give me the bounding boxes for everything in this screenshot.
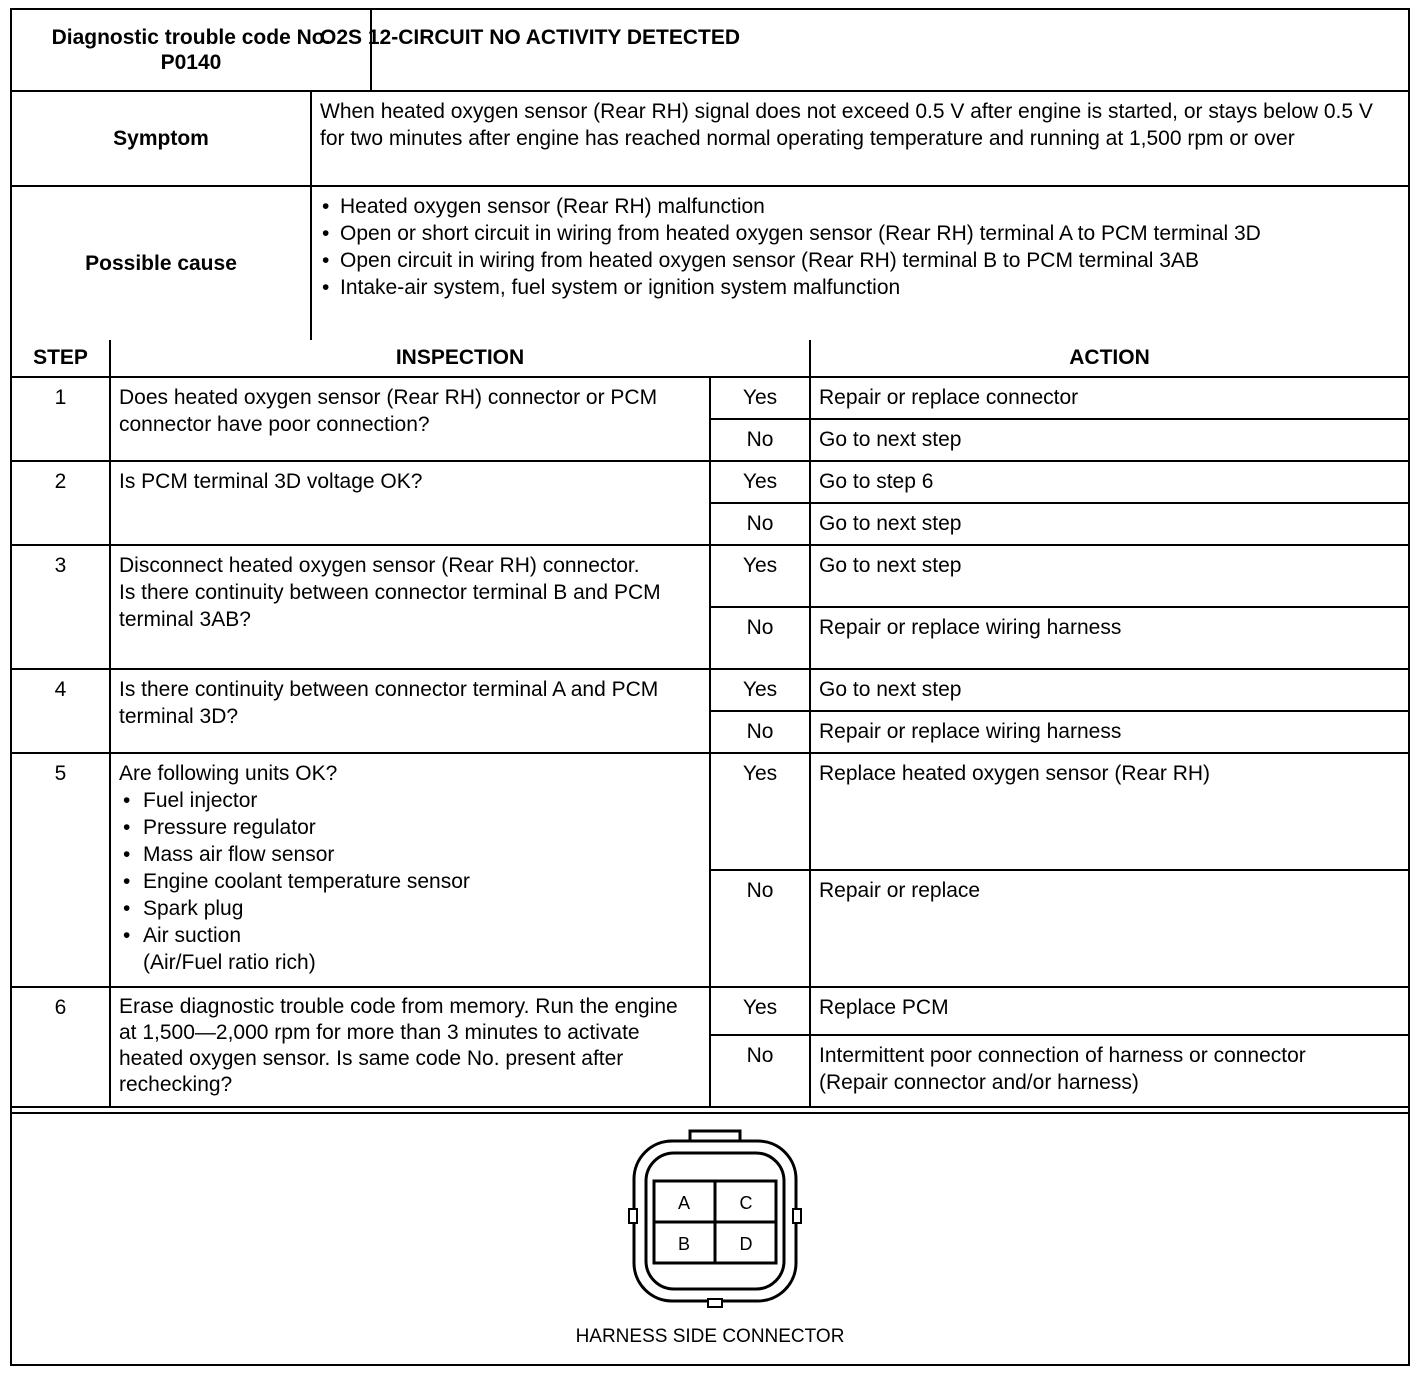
no-label: No — [710, 607, 810, 669]
no-label: No — [710, 870, 810, 987]
unit-item: • Mass air flow sensor — [119, 841, 701, 868]
no-label: No — [710, 419, 810, 461]
step-inspection — [110, 545, 710, 669]
table-row — [12, 753, 1408, 870]
yes-action: Go to next step — [810, 669, 1408, 711]
step-inspection: Is there continuity between connector terminal A and PCM terminal 3D? — [110, 669, 710, 753]
yes-action: Go to step 6 — [810, 461, 1408, 503]
figure-caption: HARNESS SIDE CONNECTOR — [575, 1326, 845, 1347]
step-number: 5 — [12, 753, 110, 987]
step-inspection: Erase diagnostic trouble code from memory. Run the engine at 1,500—2,000 rpm for more than 3 minutes to activate heated oxygen sensor. Is same code No. present after rechecking? — [110, 987, 710, 1107]
inspection-intro: Are following units OK? — [119, 762, 338, 785]
no-action: Repair or replace wiring harness — [810, 711, 1408, 753]
unit-item: • Fuel injector — [119, 787, 701, 814]
table-row — [12, 461, 1408, 503]
terminal-a-label: A — [677, 1193, 691, 1213]
symptom-row — [12, 92, 1408, 187]
dtc-row — [12, 10, 1408, 92]
no-action: Go to next step — [810, 419, 1408, 461]
step-inspection — [110, 753, 710, 987]
inspection-line: Disconnect heated oxygen sensor (Rear RH) connector. — [119, 554, 640, 577]
table-header-row — [12, 340, 1408, 377]
dtc-sheet — [10, 8, 1410, 1366]
step-inspection: Does heated oxygen sensor (Rear RH) connector or PCM connector have poor connection? — [110, 377, 710, 461]
terminal-d-label: D — [739, 1234, 753, 1254]
units-note: (Air/Fuel ratio rich) — [143, 951, 316, 974]
no-action-line: (Repair connector and/or harness) — [819, 1071, 1139, 1094]
yes-label: Yes — [710, 377, 810, 419]
no-label: No — [710, 711, 810, 753]
cause-item: • Open or short circuit in wiring from heated oxygen sensor (Rear RH) terminal A to PCM terminal 3D — [316, 220, 1394, 247]
no-label: No — [710, 503, 810, 545]
table-row — [12, 377, 1408, 419]
steps-table — [12, 340, 1408, 1108]
table-row — [12, 987, 1408, 1035]
possible-cause-list — [316, 193, 1394, 301]
connector-figure — [12, 1112, 1408, 1368]
terminal-c-label: C — [739, 1193, 753, 1213]
terminal-b-label: B — [677, 1234, 691, 1254]
inspection-header: INSPECTION — [110, 340, 810, 377]
step-number: 4 — [12, 669, 110, 753]
step-number: 1 — [12, 377, 110, 461]
inspection-line: Is there continuity between connector terminal B and PCM terminal 3AB? — [119, 581, 661, 631]
connector-side-tab-left — [629, 1209, 637, 1223]
yes-label: Yes — [710, 545, 810, 607]
possible-cause-label: Possible cause — [12, 187, 312, 340]
possible-cause-list-wrap — [316, 193, 1394, 301]
yes-label: Yes — [710, 987, 810, 1035]
yes-action: Replace heated oxygen sensor (Rear RH) — [810, 753, 1408, 870]
step-header: STEP — [12, 340, 110, 377]
unit-item: • Air suction — [119, 922, 701, 949]
symptom-label: Symptom — [12, 92, 312, 185]
yes-action: Go to next step — [810, 545, 1408, 607]
possible-cause-row — [12, 187, 1408, 340]
yes-label: Yes — [710, 753, 810, 870]
yes-action: Replace PCM — [810, 987, 1408, 1035]
connector-bottom-tab — [708, 1299, 722, 1307]
yes-label: Yes — [710, 669, 810, 711]
yes-action: Repair or replace connector — [810, 377, 1408, 419]
units-list — [119, 787, 701, 949]
cause-item: • Intake-air system, fuel system or ignition system malfunction — [316, 274, 1394, 301]
table-row — [12, 545, 1408, 607]
table-row — [12, 669, 1408, 711]
step-number: 3 — [12, 545, 110, 669]
step-number: 2 — [12, 461, 110, 545]
unit-item: • Pressure regulator — [119, 814, 701, 841]
yes-label: Yes — [710, 461, 810, 503]
step-inspection: Is PCM terminal 3D voltage OK? — [110, 461, 710, 545]
dtc-label: Diagnostic trouble code No. P0140 — [12, 10, 372, 90]
unit-item: • Spark plug — [119, 895, 701, 922]
no-label: No — [710, 1035, 810, 1107]
dtc-title: O2S 12-CIRCUIT NO ACTIVITY DETECTED — [320, 26, 741, 49]
no-action: Repair or replace wiring harness — [810, 607, 1408, 669]
no-action — [810, 1035, 1408, 1107]
no-action: Go to next step — [810, 503, 1408, 545]
no-action: Repair or replace — [810, 870, 1408, 987]
symptom-text: When heated oxygen sensor (Rear RH) signal does not exceed 0.5 V after engine is started, or stays below 0.5 V for two minutes after engine has reached normal operating temperature and running at 1,500 rpm or over — [320, 100, 1373, 150]
harness-connector-diagram — [620, 1128, 810, 1314]
no-action-line: Intermittent poor connection of harness or connector — [819, 1044, 1306, 1067]
connector-side-tab-right — [793, 1209, 801, 1223]
action-header: ACTION — [810, 340, 1408, 377]
cause-item: • Heated oxygen sensor (Rear RH) malfunction — [316, 193, 1394, 220]
unit-item: • Engine coolant temperature sensor — [119, 868, 701, 895]
step-number: 6 — [12, 987, 110, 1107]
cause-item: • Open circuit in wiring from heated oxygen sensor (Rear RH) terminal B to PCM terminal 3AB — [316, 247, 1394, 274]
